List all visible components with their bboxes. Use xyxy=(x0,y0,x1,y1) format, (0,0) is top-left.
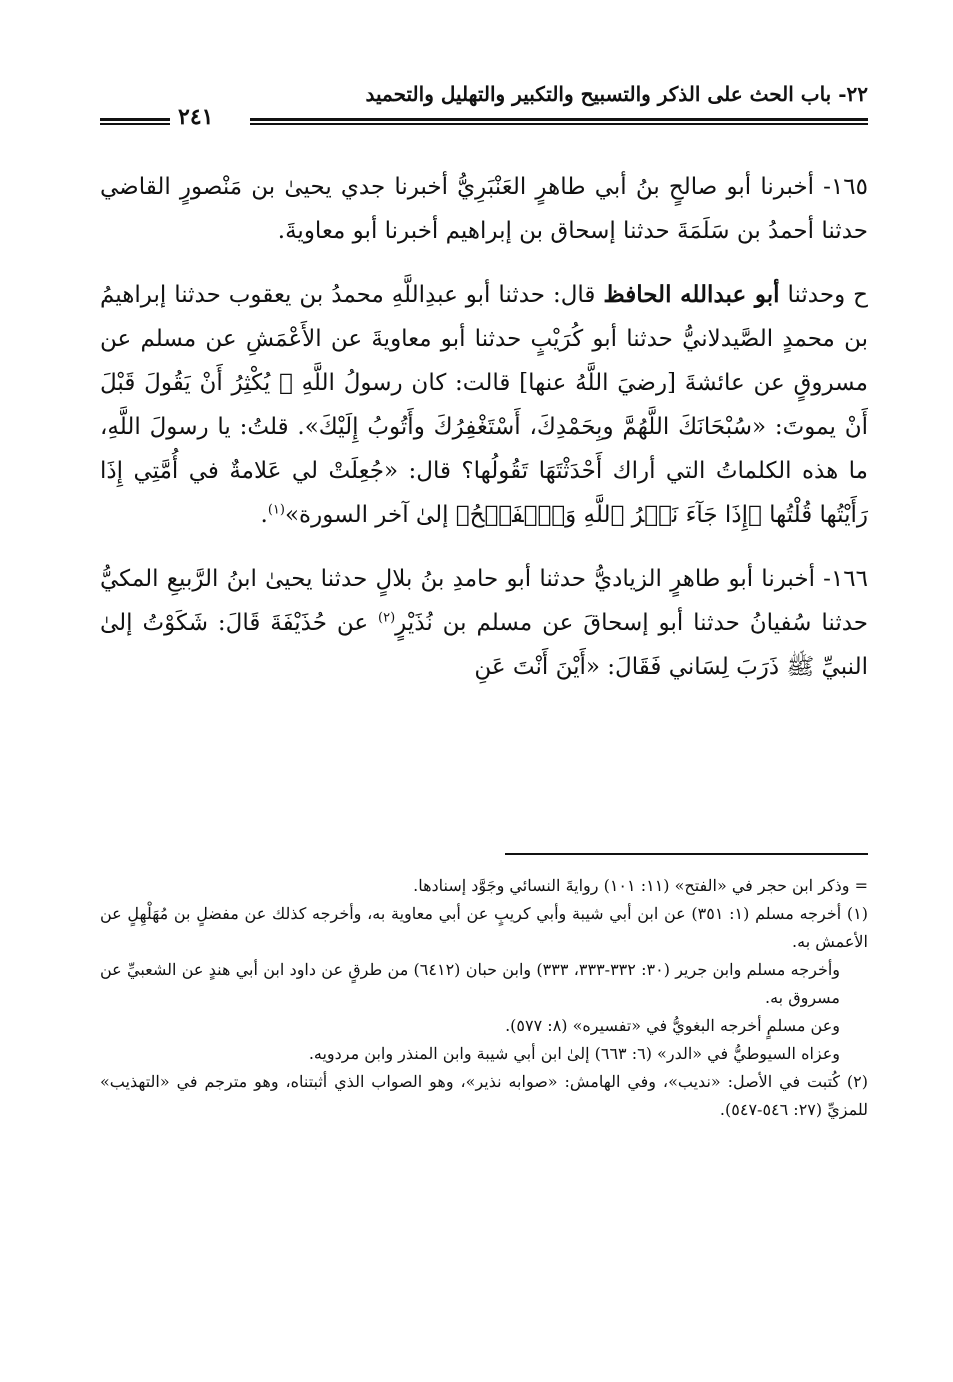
footnote-ref-1: (١) xyxy=(267,502,285,518)
hadith-166-text: عن حُذَيْفَةَ قَالَ: شَكَوْتُ إلىٰ النبيِّ ﷺ ذَرَبَ لِسَاني فَقَالَ: «أَيْنَ أَنْتَ عَنِ xyxy=(100,610,868,680)
chapter-title: ٢٢- باب الحث على الذكر والتسبيح والتكبير والتهليل والتحميد xyxy=(365,82,868,106)
page-number: ٢٤١ xyxy=(178,104,214,130)
footnote-1: (١) أخرجه مسلم (١: ٣٥١) عن ابن أبي شيبة وأبي كريبٍ عن أبي معاوية به، وأخرجه كذلك عن مفضلٍ بن مُهَلْهِلٍ عن الأعمش به. xyxy=(100,904,868,951)
header-rule-long xyxy=(250,118,868,125)
header-rule-short xyxy=(100,118,170,125)
footnote-separator xyxy=(505,853,868,855)
hadith-165: ١٦٥- أخبرنا أبو صالحٍ بنُ أبي طاهرٍ العَنْبَرِيُّ أخبرنا جدي يحيىٰ بن مَنْصورٍ القاضي حدثنا أحمدُ بن سَلَمَةَ حدثنا إسحاق بن إبراهيم أخبرنا أبو معاويةَ. xyxy=(100,174,868,244)
hadith-166-chain: ١٦٦- أخبرنا أبو طاهرٍ الزياديُّ حدثنا أبو حامدِ بنُ بلالٍ حدثنا يحيىٰ ابنُ الرَّبيعِ المكيُّ حدثنا سُفيانُ حدثنا أبو إسحاقَ عن مسلم بن نُذَيْرٍ xyxy=(100,566,869,636)
chain-marker: ح وحدثنا xyxy=(787,282,868,308)
footnote-1-extra: وعزاه السيوطيُّ في «الدر» (٦: ٦٦٣) إلىٰ ابن أبي شيبة وابن المنذر وابن مردويه. xyxy=(308,1044,840,1063)
hadith-text: قال: حدثنا أبو عبدِاللَّهِ محمدُ بن يعقوب حدثنا إبراهيمُ بن محمدٍ الصَّيدلانيُّ حدثنا أبو كُرَيْبٍ حدثنا أبو معاويةَ عن الأَعْمَشِ عن مسلم عن مسروقٍ عن عائشةَ [رضيَ اللَّهُ عنها] قالت: كان رسولُ اللَّهِ ﷺ يُكْثِرُ أَنْ يَقُولَ قَبْلَ أَنْ يموتَ: «سُبْحَانَكَ اللَّهُمَّ وبِحَمْدِكَ، أَسْتَغْفِرُكَ وأَتُوبُ إِلَيْكَ». قلتُ: يا رسولَ اللَّهِ، ما هذه الكلماتُ التي أراك أَحْدَثْتَهَا تَقُولُها؟ قال: «جُعِلَتْ لي عَلامةٌ في أُمَّتِي إِذَا رَأَيْتُها قُلْتُها ﴿إِذَا جَآءَ نَصۡرُ ٱللَّهِ وَٱلۡفَتۡحُ﴾ إلىٰ آخر السورة» xyxy=(100,282,868,528)
footnote-ref-2: (٢) xyxy=(378,610,396,626)
running-header xyxy=(100,82,868,132)
footnote-continued: = وذكر ابن حجر في «الفتح» (١١: ١٠١) روايةَ النسائي وجَوَّد إسنادها. xyxy=(413,876,868,895)
hadith-166 xyxy=(100,557,868,689)
footnotes xyxy=(100,872,868,1124)
hadith-165-second-chain xyxy=(100,273,868,537)
hadith-end: . xyxy=(260,502,268,528)
footnote-2: (٢) كُتبت في الأصل: «نديب»، وفي الهامش: «صوابه نذير»، وهو الصواب الذي أثبتناه، وهو مترجم في «التهذيب» للمزيِّ (٢٧: ٥٤٦-٥٤٧). xyxy=(100,1072,868,1119)
footnote-1-extra: وعن مسلمٍ أخرجه البغويُّ في «تفسيره» (٨: ٥٧٧). xyxy=(505,1016,840,1035)
footnote-1-extra: وأخرجه مسلم وابن جرير (٣٠: ٣٣٢-٣٣٣، ٣٣٣) وابن حبان (٦٤١٢) من طرقٍ عن داود ابن أبي هندٍ عن الشعبيِّ عن مسروق به. xyxy=(100,960,841,1007)
narrator-name-bold: أبو عبدالله الحافظ xyxy=(603,281,780,308)
main-text xyxy=(100,165,868,709)
